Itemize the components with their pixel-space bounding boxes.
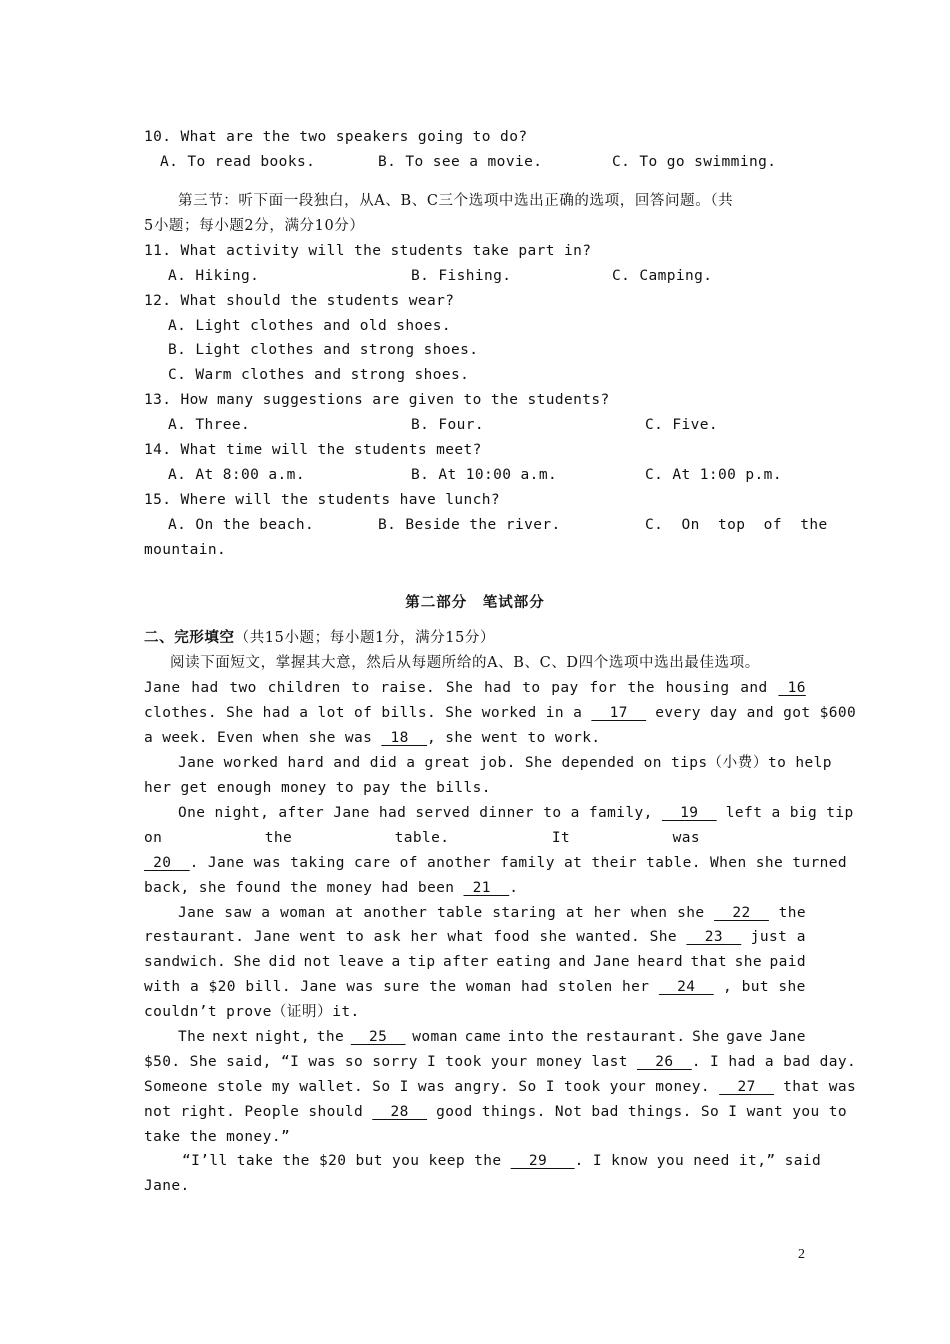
q14-option-c: C. At 1:00 p.m.: [645, 467, 782, 483]
passage-line: sandwich. She did not leave a tip after eating and Jane heard that she paid: [144, 954, 806, 970]
passage-line: “I’ll take the $20 but you keep the 29 . I know you need it,” said: [182, 1153, 822, 1169]
passage-line: Jane.: [144, 1178, 190, 1194]
q14-option-b: B. At 10:00 a.m.: [411, 467, 558, 483]
q12-option-c: C. Warm clothes and strong shoes.: [168, 367, 470, 383]
blank-24: 24: [658, 979, 714, 995]
blank-22: 22: [714, 905, 769, 921]
q11-option-a: A. Hiking.: [168, 268, 260, 284]
passage-line: back, she found the money had been 21 .: [144, 880, 519, 896]
q15-option-a: A. On the beach.: [168, 517, 315, 533]
passage-line: restaurant. Jane went to ask her what food she wanted. She 23 just a: [144, 929, 806, 945]
passage-line: take the money.”: [144, 1129, 291, 1145]
q15-option-c-continued: mountain.: [144, 542, 227, 558]
q10-option-a: A. To read books.: [160, 154, 316, 170]
q13-option-b: B. Four.: [411, 417, 485, 433]
passage-line: a week. Even when she was 18 , she went to work.: [144, 730, 601, 746]
passage-line: clothes. She had a lot of bills. She worked in a 17 every day and got $600: [144, 705, 857, 721]
q15-stem: 15. Where will the students have lunch?: [144, 492, 501, 508]
passage-line: Jane had two children to raise. She had to pay for the housing and 16: [144, 680, 806, 696]
q11-option-c: C. Camping.: [612, 268, 713, 284]
q12-option-b: B. Light clothes and strong shoes.: [168, 342, 479, 358]
passage-line: $50. She said, “I was so sorry I took your money last 26 . I had a bad day.: [144, 1054, 857, 1070]
blank-23: 23: [686, 929, 742, 945]
section3-instruction-line1: 第三节：听下面一段独白，从A、B、C三个选项中选出正确的选项，回答问题。（共: [178, 193, 734, 209]
q12-stem: 12. What should the students wear?: [144, 293, 455, 309]
q13-option-c: C. Five.: [645, 417, 719, 433]
q15-option-b: B. Beside the river.: [378, 517, 561, 533]
blank-27: 27: [719, 1079, 774, 1095]
q14-stem: 14. What time will the students meet?: [144, 442, 482, 458]
q11-stem: 11. What activity will the students take part in?: [144, 243, 592, 259]
passage-line: The next night, the 25 woman came into the restaurant. She gave Jane: [178, 1029, 806, 1045]
passage-line: Jane worked hard and did a great job. She depended on tips（小费）to help: [178, 755, 832, 771]
passage-line: with a $20 bill. Jane was sure the woman had stolen her 24 , but she: [144, 979, 806, 995]
cloze-heading-bold: 二、完形填空: [144, 629, 235, 646]
blank-28: 28: [372, 1104, 428, 1120]
passage-line: 20 . Jane was taking care of another family at their table. When she turned: [144, 855, 847, 871]
q10-option-c: C. To go swimming.: [612, 154, 777, 170]
blank-16: 16: [778, 680, 806, 696]
blank-29: 29: [510, 1153, 575, 1169]
q10-option-b: B. To see a movie.: [378, 154, 543, 170]
q10-stem: 10. What are the two speakers going to do?: [144, 129, 528, 145]
cloze-heading: [144, 628, 806, 648]
q14-option-a: A. At 8:00 a.m.: [168, 467, 305, 483]
q11-option-b: B. Fishing.: [411, 268, 512, 284]
q13-option-a: A. Three.: [168, 417, 251, 433]
passage-line: not right. People should 28 good things. Not bad things. So I want you to: [144, 1104, 847, 1120]
passage-line: couldn’t prove（证明）it.: [144, 1004, 360, 1020]
q12-option-a: A. Light clothes and old shoes.: [168, 318, 452, 334]
passage-line: on the table. It was: [144, 830, 700, 846]
blank-18: 18: [381, 730, 428, 746]
blank-25: 25: [350, 1029, 406, 1045]
part2-title: 第二部分 笔试部分: [405, 594, 545, 611]
blank-21: 21: [463, 880, 510, 896]
passage-line: One night, after Jane had served dinner to a family, 19 left a big tip: [178, 805, 854, 821]
passage-line: her get enough money to pay the bills.: [144, 780, 491, 796]
q13-stem: 13. How many suggestions are given to the students?: [144, 392, 610, 408]
passage-line: Jane saw a woman at another table staring at her when she 22 the: [178, 905, 806, 921]
page-number: 2: [798, 1247, 805, 1262]
section3-instruction-line2: 5小题；每小题2分，满分10分）: [144, 218, 365, 234]
blank-26: 26: [637, 1054, 692, 1070]
blank-20: 20: [144, 855, 190, 871]
passage-line: Someone stole my wallet. So I was angry. So I took your money. 27 that was: [144, 1079, 857, 1095]
blank-19: 19: [661, 805, 717, 821]
q15-option-c: C. On top of the: [645, 517, 828, 533]
cloze-instruction: 阅读下面短文，掌握其大意，然后从每题所给的A、B、C、D四个选项中选出最佳选项。: [170, 655, 760, 671]
cloze-heading-rest: （共15小题；每小题1分，满分15分）: [234, 630, 496, 646]
blank-17: 17: [591, 705, 647, 721]
